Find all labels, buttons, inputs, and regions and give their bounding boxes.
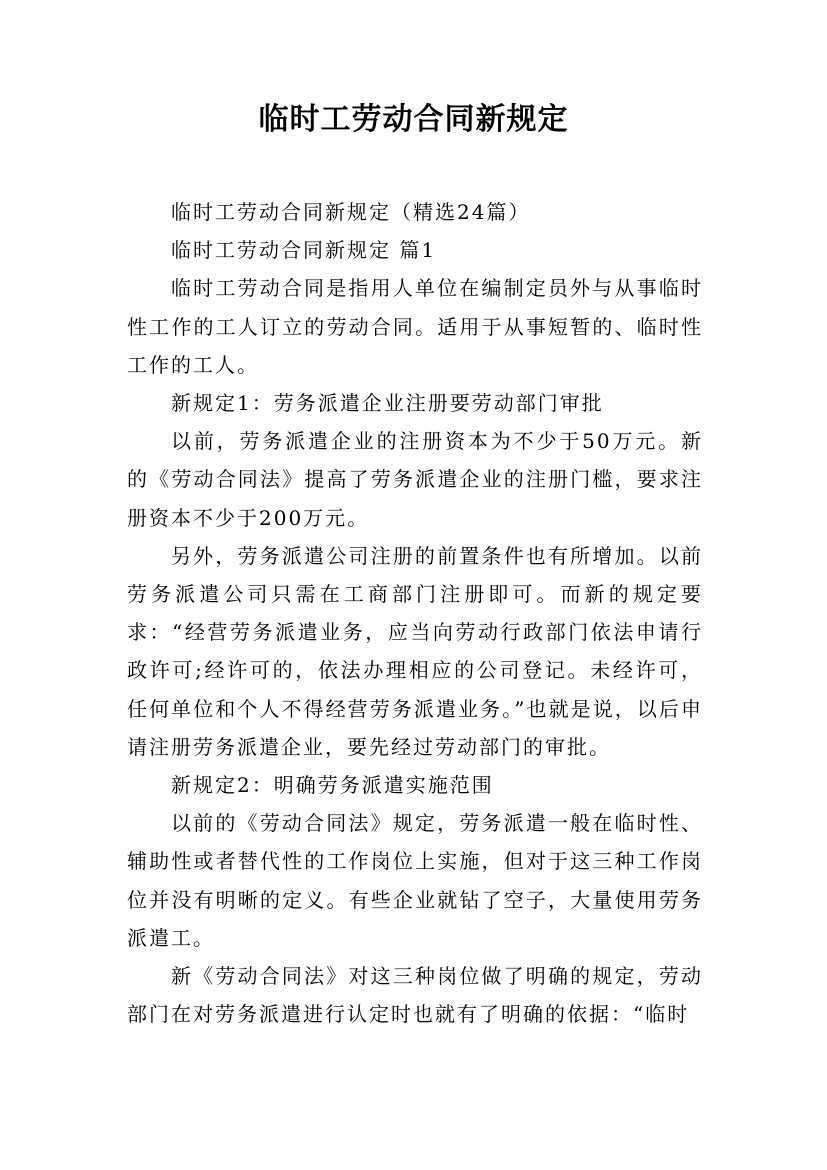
paragraph: 临时工劳动合同是指用人单位在编制定员外与从事临时性工作的工人订立的劳动合同。适用于从事短暂的、临时性工作的工人。 [127, 276, 703, 377]
paragraph: 以前，劳务派遣企业的注册资本为不少于50万元。新的《劳动合同法》提高了劳务派遣企业的注册门槛，要求注册资本不少于200万元。 [127, 429, 703, 530]
paragraph: 以前的《劳动合同法》规定，劳务派遣一般在临时性、辅助性或者替代性的工作岗位上实施，但对于这三种工作岗位并没有明晰的定义。有些企业就钻了空子，大量使用劳务派遣工。 [127, 811, 703, 950]
paragraph: 新《劳动合同法》对这三种岗位做了明确的规定，劳动部门在对劳务派遣进行认定时也就有了明确的依据：“临时 [127, 964, 703, 1027]
document-title: 临时工劳动合同新规定 [258, 102, 569, 137]
document-subtitle: 临时工劳动合同新规定（精选24篇） [171, 200, 531, 224]
section-heading: 临时工劳动合同新规定 篇1 [171, 238, 437, 263]
rule-heading: 新规定2：明确劳务派遣实施范围 [171, 773, 494, 798]
document-body [127, 193, 703, 1033]
rule-heading: 新规定1：劳务派遣企业注册要劳动部门审批 [171, 391, 604, 416]
paragraph: 另外，劳务派遣公司注册的前置条件也有所增加。以前劳务派遣公司只需在工商部门注册即可。而新的规定要求：“经营劳务派遣业务，应当向劳动行政部门依法申请行政许可;经许可的，依法办理相应的公司登记。未经许可，任何单位和个人不得经营劳务派遣业务。”也就是说，以后申请注册劳务派遣企业，要先经过劳动部门的审批。 [127, 543, 703, 759]
